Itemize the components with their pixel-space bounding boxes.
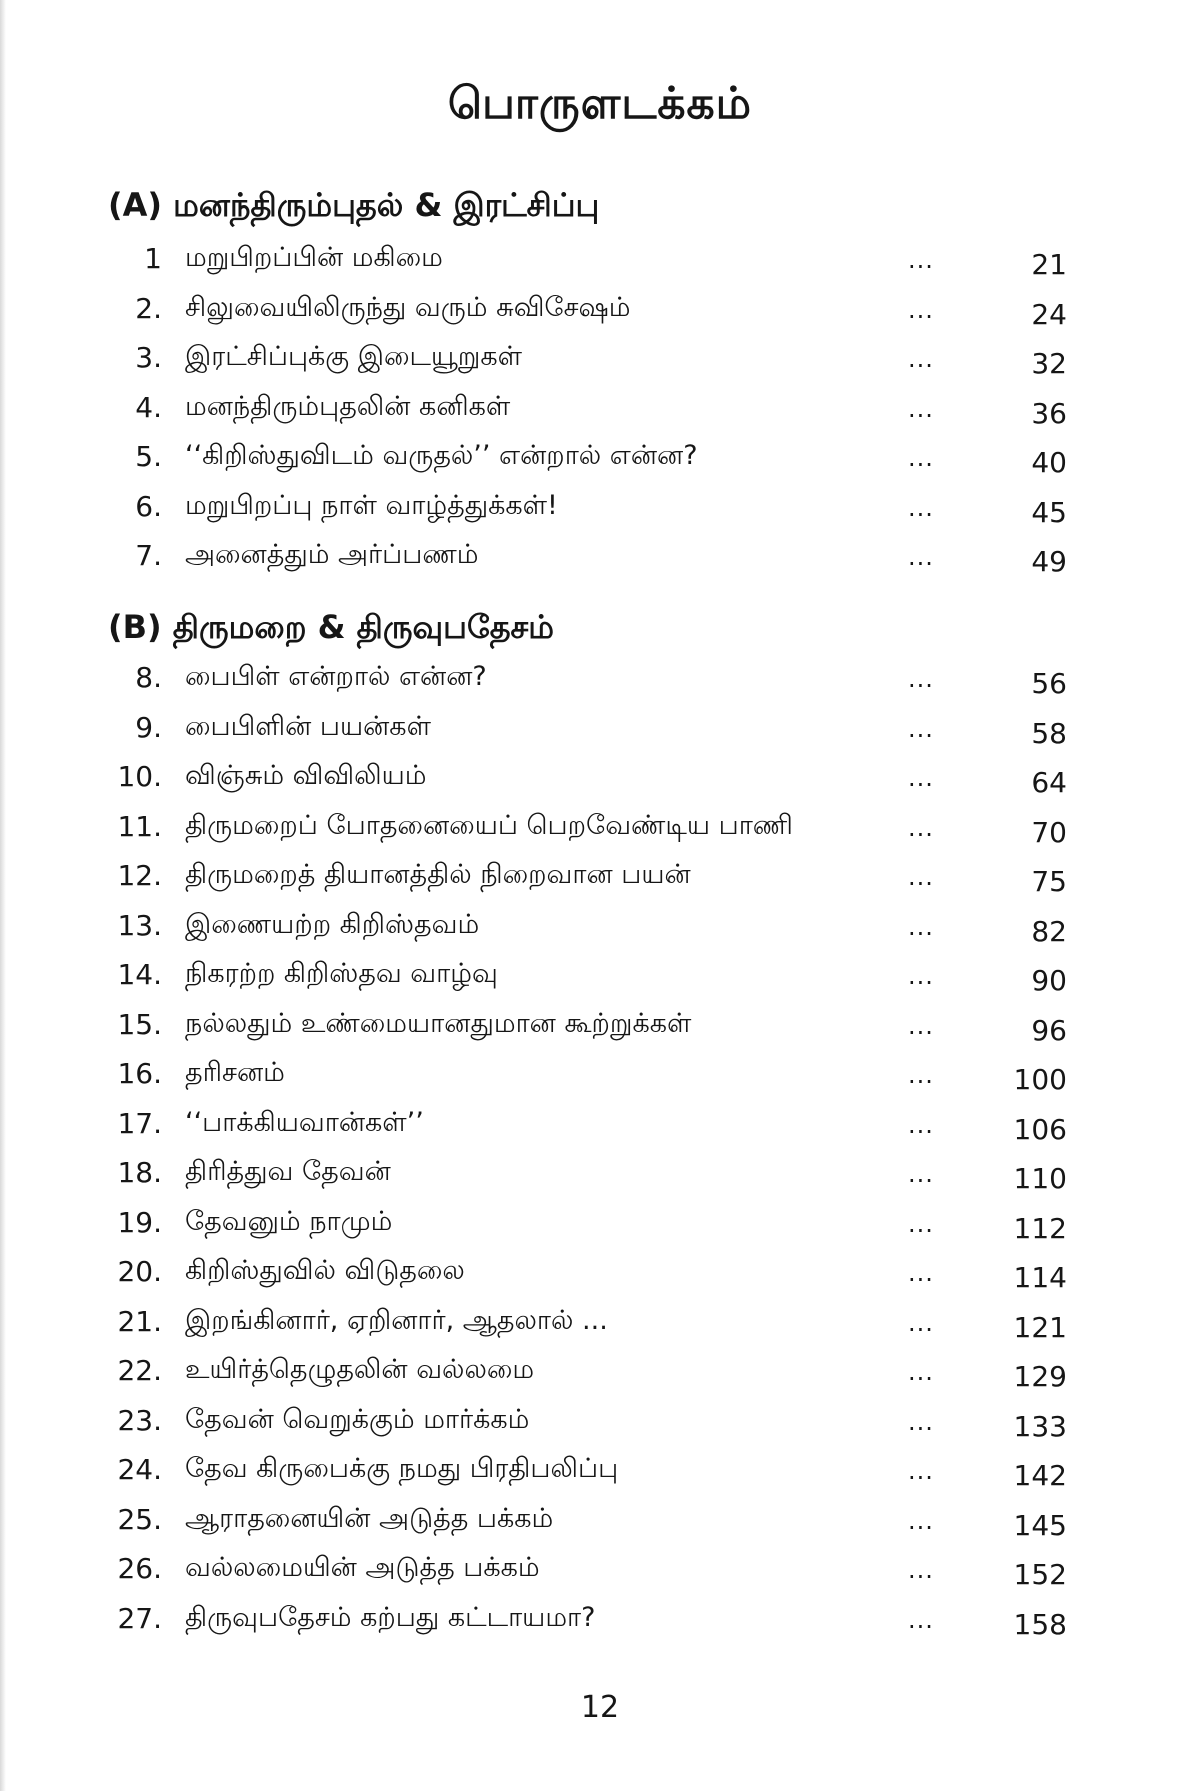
entry-page-number: 158 — [1013, 1607, 1067, 1641]
entry-number: 22. — [117, 1354, 162, 1387]
toc-entry — [0, 853, 1200, 903]
entry-leader-dots: ... — [908, 912, 934, 941]
entry-number: 13. — [117, 908, 162, 942]
toc-entry — [0, 952, 1200, 1002]
entry-leader-dots: ... — [908, 1605, 934, 1634]
toc-entry — [0, 286, 1200, 336]
toc-entry — [0, 1299, 1200, 1349]
entry-leader-dots: ... — [908, 1457, 934, 1485]
entry-title: தேவனும் நாமும் — [185, 1205, 393, 1237]
entry-page-number: 152 — [1013, 1558, 1067, 1591]
entry-leader-dots: ... — [908, 246, 934, 274]
entry-number: 3. — [135, 341, 162, 374]
toc-entry — [0, 1398, 1200, 1448]
entry-page-number: 56 — [1031, 667, 1067, 700]
entry-title: ‘‘பாக்கியவான்கள்’’ — [185, 1106, 424, 1138]
toc-entry — [0, 1051, 1200, 1101]
entry-title: ஆராதனையின் அடுத்த பக்கம் — [185, 1502, 554, 1534]
section-heading-a: (A) மனந்திரும்புதல் & இரட்சிப்பு — [108, 186, 600, 224]
toc-entry — [0, 484, 1200, 534]
toc-entry — [0, 1150, 1200, 1200]
entry-leader-dots: ... — [908, 543, 934, 571]
toc-entry — [0, 533, 1200, 583]
entry-page-number: 82 — [1031, 914, 1067, 948]
entry-number: 23. — [117, 1403, 162, 1437]
toc-entry — [0, 385, 1200, 435]
entry-page-number: 45 — [1031, 495, 1067, 529]
entry-title: நல்லதும் உண்மையானதுமான கூற்றுக்கள் — [185, 1007, 692, 1039]
entry-page-number: 129 — [1013, 1360, 1067, 1393]
entry-page-number: 70 — [1031, 815, 1067, 849]
entry-leader-dots: ... — [908, 813, 934, 842]
entry-page-number: 36 — [1031, 396, 1067, 430]
entry-title: அனைத்தும் அர்ப்பணம் — [185, 539, 479, 570]
entry-number: 19. — [117, 1205, 162, 1239]
entry-number: 11. — [117, 809, 162, 843]
entry-leader-dots: ... — [908, 1407, 934, 1436]
entry-page-number: 142 — [1013, 1459, 1067, 1492]
entry-title: இறங்கினார், ஏறினார், ஆதலால் ... — [185, 1304, 608, 1336]
section-b-entries — [0, 655, 1200, 1645]
toc-entry — [0, 754, 1200, 804]
entry-title: இரட்சிப்புக்கு இடையூறுகள் — [185, 341, 522, 372]
entry-number: 7. — [135, 539, 162, 572]
entry-page-number: 40 — [1031, 446, 1067, 479]
entry-title: தேவ கிருபைக்கு நமது பிரதிபலிப்பு — [185, 1453, 619, 1484]
entry-number: 15. — [117, 1007, 162, 1041]
entry-title: மனந்திரும்புதலின் கனிகள் — [185, 390, 511, 422]
entry-title: தேவன் வெறுக்கும் மார்க்கம் — [185, 1403, 530, 1435]
entry-page-number: 49 — [1031, 545, 1067, 578]
entry-leader-dots: ... — [908, 1358, 934, 1386]
entry-leader-dots: ... — [908, 962, 934, 990]
toc-entry — [0, 236, 1200, 286]
entry-page-number: 90 — [1031, 964, 1067, 997]
entry-page-number: 75 — [1031, 865, 1067, 898]
page-title: பொருளடக்கம் — [447, 78, 753, 129]
entry-number: 2. — [135, 291, 162, 325]
entry-leader-dots: ... — [908, 1110, 934, 1139]
entry-number: 17. — [117, 1106, 162, 1140]
entry-page-number: 58 — [1031, 716, 1067, 750]
entry-number: 14. — [117, 958, 162, 991]
entry-number: 21. — [117, 1304, 162, 1338]
entry-page-number: 114 — [1013, 1261, 1067, 1294]
entry-page-number: 24 — [1031, 297, 1067, 331]
entry-leader-dots: ... — [908, 394, 934, 423]
entry-leader-dots: ... — [908, 764, 934, 792]
toc-entry — [0, 335, 1200, 385]
section-heading-b: (B) திருமறை & திருவுபதேசம் — [108, 608, 554, 646]
toc-entry — [0, 903, 1200, 953]
toc-entry — [0, 1002, 1200, 1052]
entry-title: திரித்துவ தேவன் — [185, 1156, 391, 1187]
entry-number: 5. — [135, 440, 162, 473]
entry-title: நிகரற்ற கிறிஸ்தவ வாழ்வு — [185, 958, 498, 989]
entry-page-number: 32 — [1031, 347, 1067, 380]
entry-title: இணையற்ற கிறிஸ்தவம் — [185, 908, 480, 940]
entry-leader-dots: ... — [908, 295, 934, 324]
toc-entry — [0, 1348, 1200, 1398]
entry-title: உயிர்த்தெழுதலின் வல்லமை — [185, 1354, 535, 1385]
entry-title: பைபிளின் பயன்கள் — [185, 710, 431, 742]
entry-leader-dots: ... — [908, 1308, 934, 1337]
entry-title: கிறிஸ்துவில் விடுதலை — [185, 1255, 465, 1286]
entry-page-number: 64 — [1031, 766, 1067, 799]
entry-number: 6. — [135, 489, 162, 523]
entry-title: பைபிள் என்றால் என்ன? — [185, 661, 487, 692]
entry-leader-dots: ... — [908, 345, 934, 373]
toc-entry — [0, 1200, 1200, 1250]
entry-title: வல்லமையின் அடுத்த பக்கம் — [185, 1552, 540, 1583]
toc-entry — [0, 1497, 1200, 1547]
entry-number: 4. — [135, 390, 162, 424]
entry-title: சிலுவையிலிருந்து வரும் சுவிசேஷம் — [185, 291, 631, 323]
toc-entry — [0, 1596, 1200, 1646]
entry-title: விஞ்சும் விவிலியம் — [185, 760, 427, 791]
entry-number: 25. — [117, 1502, 162, 1536]
entry-leader-dots: ... — [908, 863, 934, 891]
entry-title: திருமறைப் போதனையைப் பெறவேண்டிய பாணி — [185, 809, 793, 841]
section-a-entries — [0, 236, 1200, 583]
entry-page-number: 110 — [1013, 1162, 1067, 1195]
entry-leader-dots: ... — [908, 1061, 934, 1089]
entry-leader-dots: ... — [908, 1209, 934, 1238]
entry-number: 1 — [144, 242, 162, 275]
entry-leader-dots: ... — [908, 665, 934, 693]
entry-number: 10. — [117, 760, 162, 793]
toc-entry — [0, 434, 1200, 484]
toc-entry — [0, 1447, 1200, 1497]
entry-leader-dots: ... — [908, 444, 934, 472]
entry-leader-dots: ... — [908, 1011, 934, 1040]
entry-leader-dots: ... — [908, 1506, 934, 1535]
entry-leader-dots: ... — [908, 1259, 934, 1287]
entry-page-number: 121 — [1013, 1310, 1067, 1344]
entry-title: ‘‘கிறிஸ்துவிடம் வருதல்’’ என்றால் என்ன? — [185, 440, 698, 471]
toc-entry — [0, 705, 1200, 755]
entry-number: 8. — [135, 661, 162, 694]
entry-number: 12. — [117, 859, 162, 892]
entry-leader-dots: ... — [908, 493, 934, 522]
entry-title: திருவுபதேசம் கற்பது கட்டாயமா? — [185, 1601, 596, 1633]
toc-entry — [0, 1546, 1200, 1596]
entry-page-number: 21 — [1031, 248, 1067, 281]
toc-entry — [0, 655, 1200, 705]
entry-page-number: 106 — [1013, 1112, 1067, 1146]
entry-number: 27. — [117, 1601, 162, 1635]
toc-entry — [0, 1249, 1200, 1299]
entry-title: தரிசனம் — [185, 1057, 285, 1088]
entry-number: 16. — [117, 1057, 162, 1090]
toc-entry — [0, 804, 1200, 854]
footer-page-number: 12 — [580, 1690, 620, 1725]
entry-title: திருமறைத் தியானத்தில் நிறைவான பயன் — [185, 859, 691, 890]
entry-page-number: 112 — [1013, 1211, 1067, 1245]
entry-leader-dots: ... — [908, 714, 934, 743]
entry-number: 9. — [135, 710, 162, 744]
entry-number: 26. — [117, 1552, 162, 1585]
entry-page-number: 96 — [1031, 1013, 1067, 1047]
entry-number: 18. — [117, 1156, 162, 1189]
entry-number: 24. — [117, 1453, 162, 1486]
entry-title: மறுபிறப்பின் மகிமை — [185, 242, 443, 273]
entry-leader-dots: ... — [908, 1160, 934, 1188]
entry-leader-dots: ... — [908, 1556, 934, 1584]
entry-number: 20. — [117, 1255, 162, 1288]
entry-page-number: 145 — [1013, 1508, 1067, 1542]
entry-page-number: 100 — [1013, 1063, 1067, 1096]
entry-title: மறுபிறப்பு நாள் வாழ்த்துக்கள்! — [185, 489, 558, 521]
entry-page-number: 133 — [1013, 1409, 1067, 1443]
toc-entry — [0, 1101, 1200, 1151]
